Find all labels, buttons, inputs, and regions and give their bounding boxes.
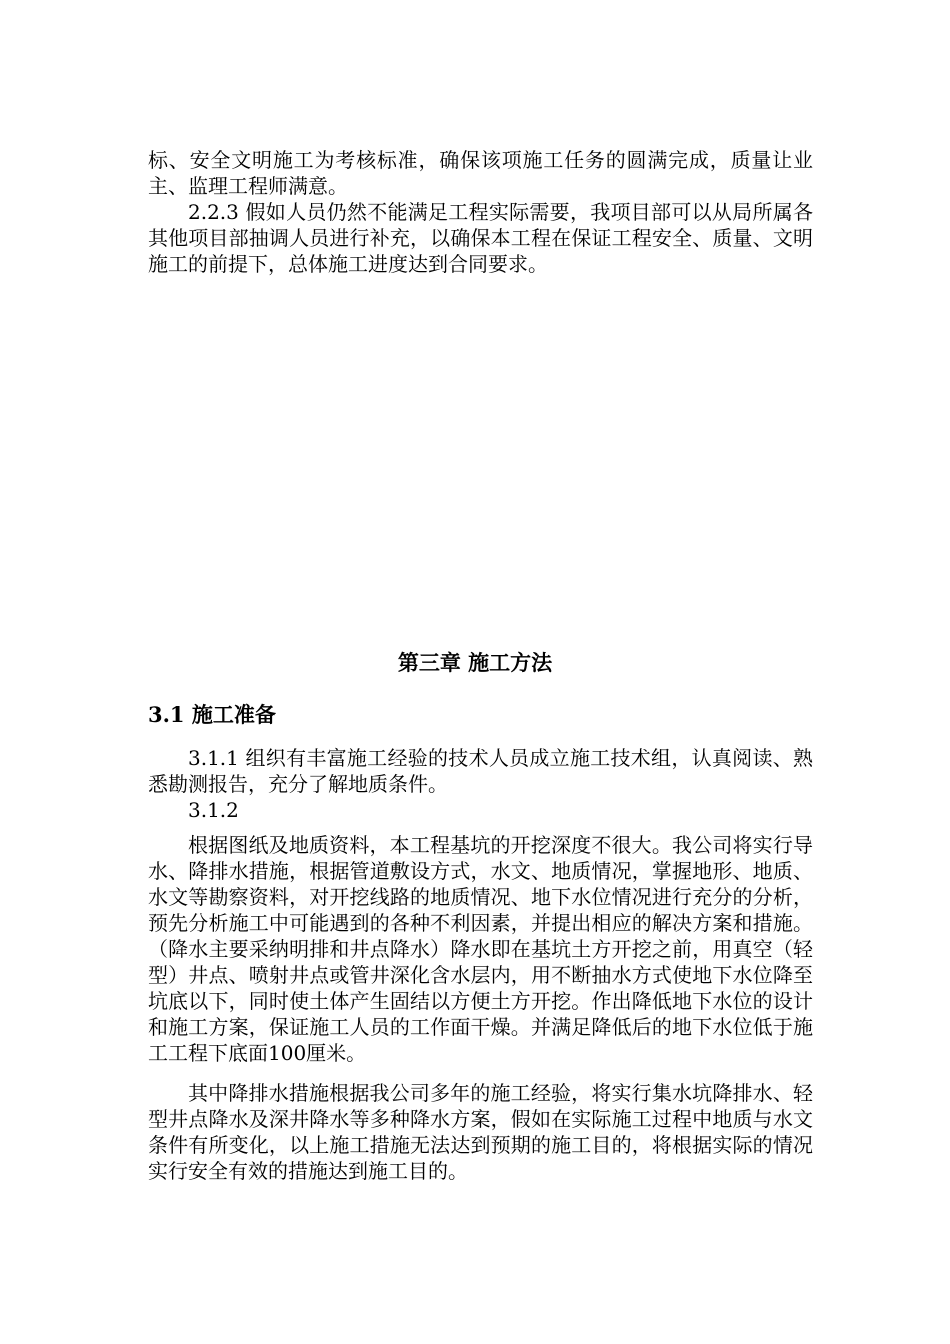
paragraph-3-1-2-heading: 3.1.2 (188, 798, 239, 822)
chapter-title: 第三章 施工方法 (397, 650, 553, 675)
paragraph-3-1-1: 3.1.1 组织有丰富施工经验的技术人员成立施工技术组，认真阅读、熟悉勘测报告，充分了解地质条件。 (148, 746, 813, 796)
paragraph-quality-standard: 标、安全文明施工为考核标准，确保该项施工任务的圆满完成，质量让业主、监理工程师满意。 (148, 148, 813, 198)
paragraph-dewatering-plan: 根据图纸及地质资料，本工程基坑的开挖深度不很大。我公司将实行导水、降排水措施，根据管道敷设方式，水文、地质情况，掌握地形、地质、水文等勘察资料，对开挖线路的地质情况、地下水位情况进行充分的分析，预先分析施工中可能遇到的各种不利因素，并提出相应的解决方案和措施。（降水主要采纳明排和井点降水）降水即在基坑土方开挖之前，用真空（轻型）井点、喷射井点或管井深化含水层内，用不断抽水方式使地下水位降至坑底以下，同时使土体产生固结以方便土方开挖。作出降低地下水位的设计和施工方案，保证施工人员的工作面干燥。并满足降低后的地下水位低于施工工程下底面100厘米。 (148, 833, 813, 1065)
section-title: 3.1 施工准备 (148, 702, 276, 727)
paragraph-dewatering-measures: 其中降排水措施根据我公司多年的施工经验，将实行集水坑降排水、轻型井点降水及深井降水等多种降水方案，假如在实际施工过程中地质与水文条件有所变化，以上施工措施无法达到预期的施工目的，将根据实际的情况实行安全有效的措施达到施工目的。 (148, 1081, 813, 1183)
paragraph-2-2-3: 2.2.3 假如人员仍然不能满足工程实际需要，我项目部可以从局所属各其他项目部抽调人员进行补充，以确保本工程在保证工程安全、质量、文明施工的前提下，总体施工进度达到合同要求。 (148, 200, 813, 276)
